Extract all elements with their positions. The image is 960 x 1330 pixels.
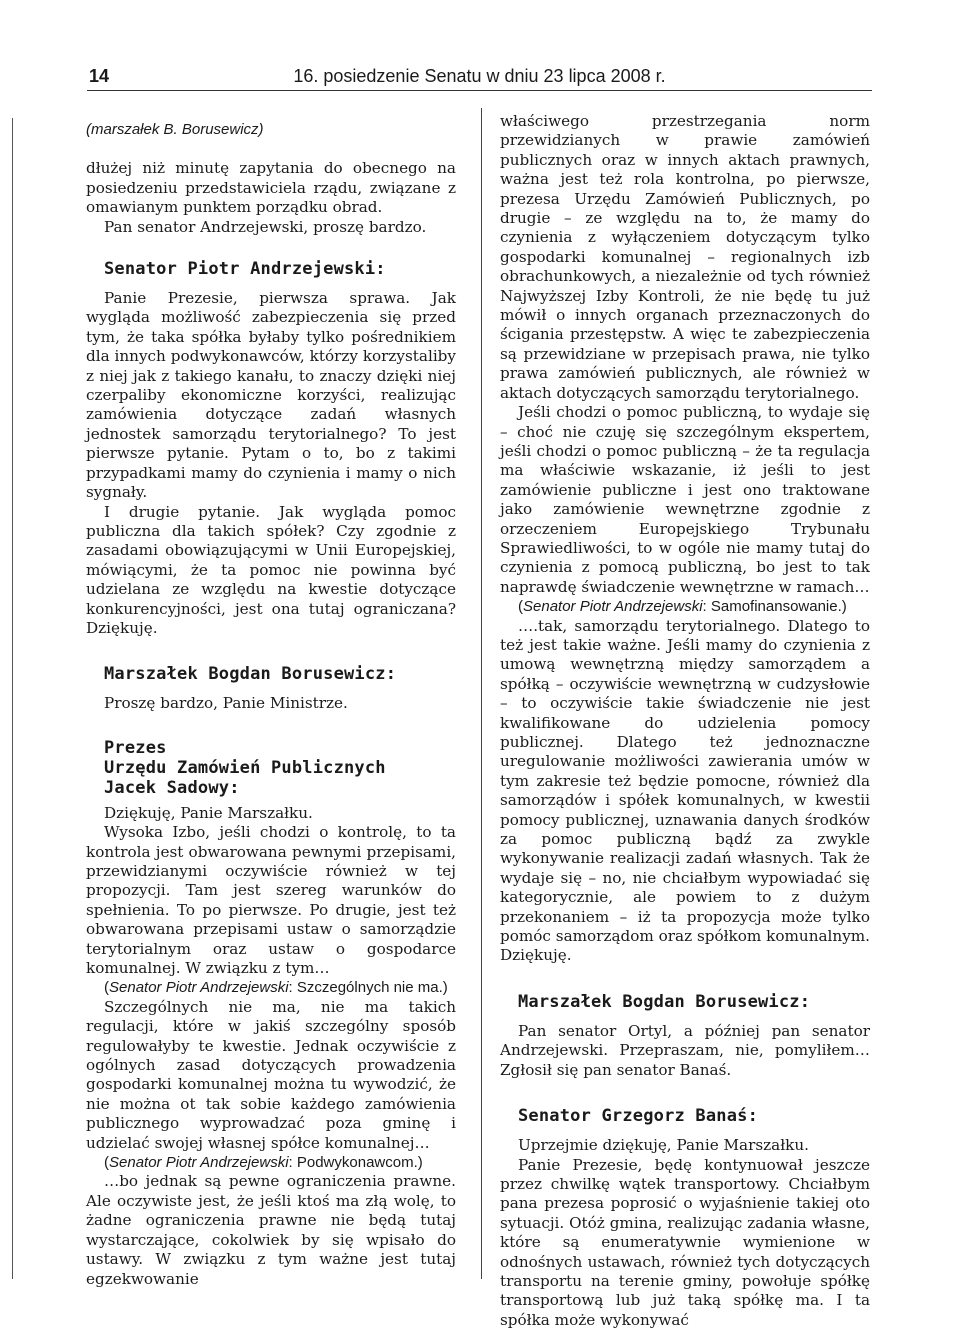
speaker-heading: Marszałek Bogdan Borusewicz: <box>104 664 456 684</box>
paragraph: Pan senator Andrzejewski, proszę bardzo. <box>86 218 456 237</box>
paragraph: Panie Prezesie, będę kontynuował jeszcze przez chwilkę wątek transportowy. Chciałbym pana prezesa poprosić o wyjaśnienie takiej oto sytuacji. Otóż gmina, realizując zadania własne, które są enumeratywnie wymienione w odnośnych ustawach, również tych dotyczących transportu na terenie gminy, powołuje spółkę transportową lub już taką spółkę ma. I ta spółka może wykonywać <box>500 1156 870 1330</box>
presiding-note: (marszałek B. Borusewicz) <box>86 120 456 139</box>
paragraph: Szczególnych nie ma, nie ma takich regulacji, które w jakiś szczególny sposób regulowałyby te kwestie. Jednak oczywiście z ogólnych zasad dotyczących prowadzenia gospodarki komunalnej można tu wywodzić, że nie można ot tak sobie każdego zamówienia publicznego wyprowadzać poza gminę i udzielać swojej własnej spółce komunalnej… <box>86 998 456 1153</box>
paragraph: Pan senator Ortyl, a później pan senator Andrzejewski. Przepraszam, nie, pomyliłem… Zgłosił się pan senator Banaś. <box>500 1022 870 1080</box>
speaker-heading: Senator Piotr Andrzejewski: <box>104 259 456 279</box>
interjection-speaker: Senator Piotr Andrzejewski <box>109 1154 289 1171</box>
speaker-title: Prezes <box>104 738 456 758</box>
interjection: (Senator Piotr Andrzejewski: Samofinansowanie.) <box>500 597 870 616</box>
speaker-heading: Senator Grzegorz Banaś: <box>518 1106 870 1126</box>
paragraph: Jeśli chodzi o pomoc publiczną, to wydaje się – choć nie czuję się szczególnym ekspertem, jeśli chodzi o pomoc publiczną – że ta regulacja ma właściwie wskazanie, iż jeśli to jest zamówienie publiczne i jest ono traktowane jako zamówienie wewnętrzne zgodnie z orzeczeniem Europejskiego Trybunału Sprawiedliwości, to w ogóle nie mamy tutaj do czynienia z pomocą publiczną, bo jest to tak naprawdę świadczenie wewnętrzne w ramach… <box>500 403 870 597</box>
page-header <box>87 62 872 91</box>
column-divider <box>481 108 482 1279</box>
left-column <box>86 112 456 1279</box>
page-number: 14 <box>89 66 109 87</box>
interjection-text: : Samofinansowanie.) <box>703 598 847 615</box>
interjection-text: : Podwykonawcom.) <box>289 1154 423 1171</box>
speaker-name: Jacek Sadowy: <box>104 778 456 798</box>
interjection: (Senator Piotr Andrzejewski: Podwykonawcom.) <box>86 1153 456 1172</box>
paragraph: I drugie pytanie. Jak wygląda pomoc publiczna dla takich spółek? Czy zgodnie z zasadami obowiązującymi w Unii Europejskiej, mówiącymi, że ta pomoc nie powinna być udzielana ze względu na kwestie dotyczące konkurencyjności, jest ona tutaj ograniczana? Dziękuję. <box>86 503 456 639</box>
paragraph: Proszę bardzo, Panie Ministrze. <box>86 694 456 713</box>
running-title: 16. posiedzenie Senatu w dniu 23 lipca 2008 r. <box>87 66 872 87</box>
interjection: (Senator Piotr Andrzejewski: Szczególnych nie ma.) <box>86 978 456 997</box>
paragraph: dłużej niż minutę zapytania do obecnego na posiedzeniu przedstawiciela rządu, związane z omawianym punktem porządku obrad. <box>86 159 456 217</box>
margin-line <box>12 118 13 1279</box>
paragraph: ….tak, samorządu terytorialnego. Dlatego to też jest takie ważne. Jeśli mamy do czynienia z umową wewnętrzną między samorządem a spółką – oczywiście wewnętrzną w cudzysłowie – to oczywiście takie świadczenie nie jest kwalifikowane do udzielenia pomocy publicznej. Dlatego też jednoznaczne uregulowanie możliwości zawierania umów w tym zakresie też będzie pomocne, również dla samorządów i spółek komunalnych, w kwestii pomocy publicznej, uznawania danych środków za pomoc publiczną bądź za zwykle wykonywanie realizacji zadań własnych. Tak że wydaje się – no, nie chciałbym wypowiadać się kategorycznie, ale powiem to z dużym przekonaniem – iż ta propozycja może tylko pomóc samorządom oraz spółkom komunalnym. Dziękuję. <box>500 617 870 966</box>
speaker-institution: Urzędu Zamówień Publicznych <box>104 758 456 778</box>
speaker-heading: Marszałek Bogdan Borusewicz: <box>518 992 870 1012</box>
paragraph: Panie Prezesie, pierwsza sprawa. Jak wygląda możliwość zabezpieczenia się przed tym, że taka spółka byłaby tylko pośrednikiem dla innych podwykonawców, którzy korzystaliby z niej jak z takiego kanału, to znaczy dzięki niej czerpaliby ekonomiczne korzyści, realizując zamówienia dotyczące zadań własnych jednostek samorządu terytorialnego? To jest pierwsze pytanie. Pytam o to, bo z takimi przypadkami mamy do czynienia i mamy o nich sygnały. <box>86 289 456 502</box>
paragraph: …bo jednak są pewne ograniczenia prawne. Ale oczywiste jest, że jeśli ktoś ma złą wolę, to żadne ograniczenia prawne nie będą tutaj wystarczające, cokolwiek by się wpisało do ustawy. W związku z tym ważne jest tutaj egzekwowanie <box>86 1172 456 1288</box>
paragraph: Wysoka Izbo, jeśli chodzi o kontrolę, to ta kontrola jest obwarowana pewnymi przepisami, przewidzianymi oczywiście również w tej propozycji. Tam jest szereg warunków do spełnienia. To po pierwsze. Po drugie, jest też obwarowana przepisami ustaw o samorządzie terytorialnym oraz ustaw o gospodarce komunalnej. W związku z tym… <box>86 823 456 978</box>
interjection-speaker: Senator Piotr Andrzejewski <box>109 979 289 996</box>
paragraph: właściwego przestrzegania norm przewidzianych w prawie zamówień publicznych oraz w innych aktach prawnych, ważna jest też rola kontrolna, po pierwsze, prezesa Urzędu Zamówień Publicznych, po drugie – ze względu na to, że mamy do czynienia z wyłączeniem dotyczącym tylko gospodarki komunalnej – regionalnych izb obrachunkowych, a niezależnie od tych również Najwyższej Izby Kontroli, że nie będę tu już mówił o innych organach przeznaczonych do ścigania przestępstw. A więc te zabezpieczenia są przewidziane w przepisach prawa, nie tylko prawa zamówień publicznych, ale również w aktach dotyczących samorządu terytorialnego. <box>500 112 870 403</box>
interjection-speaker: Senator Piotr Andrzejewski <box>523 598 703 615</box>
speaker-heading <box>104 738 456 798</box>
paragraph: Dziękuję, Panie Marszałku. <box>86 804 456 823</box>
interjection-text: : Szczególnych nie ma.) <box>289 979 448 996</box>
paragraph: Uprzejmie dziękuję, Panie Marszałku. <box>500 1136 870 1155</box>
right-column <box>500 112 870 1279</box>
